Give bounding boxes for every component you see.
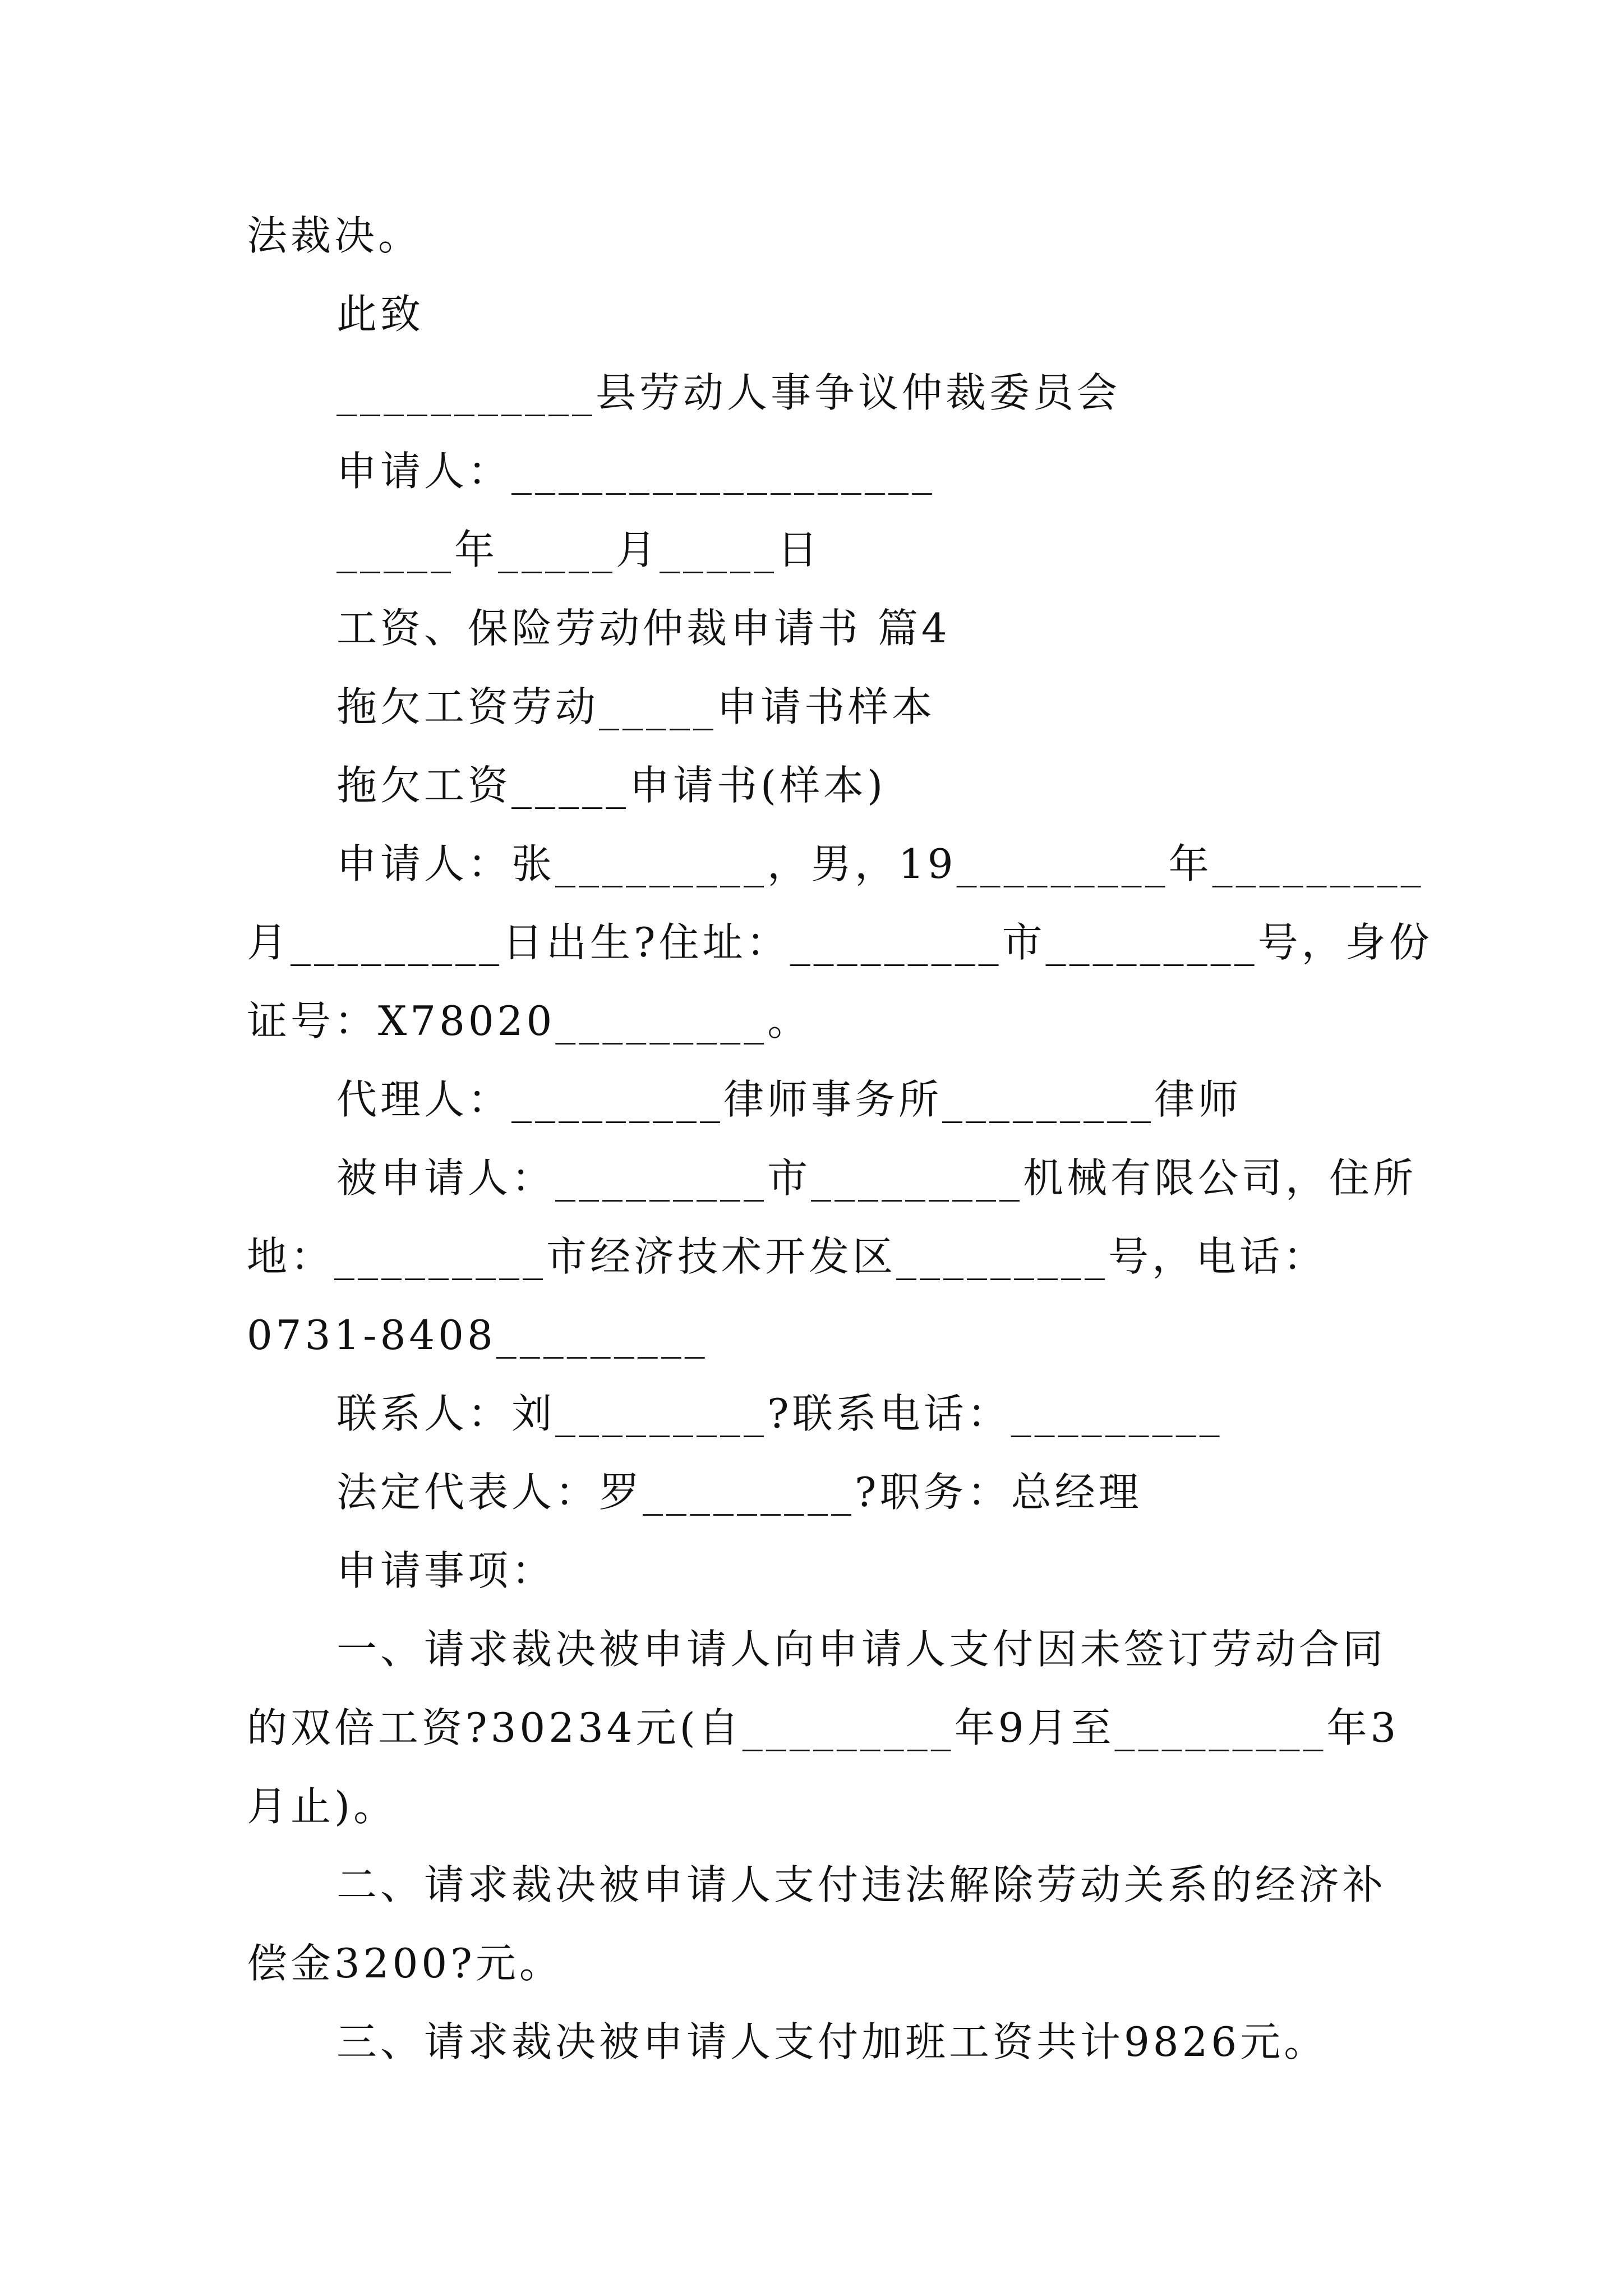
legal-rep-line: 法定代表人：罗_________?职务：总经理 <box>336 1469 1142 1516</box>
respondent-phone-line: 0731-8408_________ <box>247 1312 708 1359</box>
claims-heading: 申请事项： <box>336 1547 556 1594</box>
date-line: _____年_____月_____日 <box>336 526 822 573</box>
recipient-line: ___________县劳动人事争议仲裁委员会 <box>336 369 1121 416</box>
applicant-line: 申请人：张_________，男，19_________年_________ <box>336 840 1424 887</box>
sample-title-line: 拖欠工资劳动_____申请书样本 <box>336 683 936 730</box>
claim-2-line: 二、请求裁决被申请人支付违法解除劳动关系的经济补 <box>336 1861 1387 1908</box>
section-heading: 工资、保险劳动仲裁申请书 篇4 <box>336 605 951 652</box>
contact-line: 联系人：刘_________?联系电话：_________ <box>336 1390 1223 1437</box>
respondent-line: 被申请人：_________市_________机械有限公司，住所 <box>336 1154 1417 1202</box>
claim-1-line-cont: 的双倍工资?30234元(自_________年9月至_________年3 <box>247 1704 1400 1751</box>
applicant-signature-line: 申请人：__________________ <box>336 448 936 495</box>
text-line: 法裁决。 <box>247 212 422 259</box>
salutation-line: 此致 <box>336 291 425 338</box>
claim-2-line-end: 偿金3200?元。 <box>247 1940 563 1987</box>
sample-subtitle-line: 拖欠工资_____申请书(样本) <box>336 762 887 809</box>
respondent-address-line: 地：_________市经济技术开发区_________号，电话： <box>247 1233 1327 1280</box>
claim-3-line: 三、请求裁决被申请人支付加班工资共计9826元。 <box>336 2018 1328 2065</box>
claim-1-line: 一、请求裁决被申请人向申请人支付因未签订劳动合同 <box>336 1626 1387 1673</box>
claim-1-line-end: 月止)。 <box>247 1783 398 1830</box>
applicant-line-cont: 月_________日出生?住址：_________市_________号，身份 <box>247 919 1433 966</box>
applicant-id-line: 证号：X78020_________。 <box>247 997 811 1045</box>
agent-line: 代理人：_________律师事务所_________律师 <box>336 1076 1242 1123</box>
